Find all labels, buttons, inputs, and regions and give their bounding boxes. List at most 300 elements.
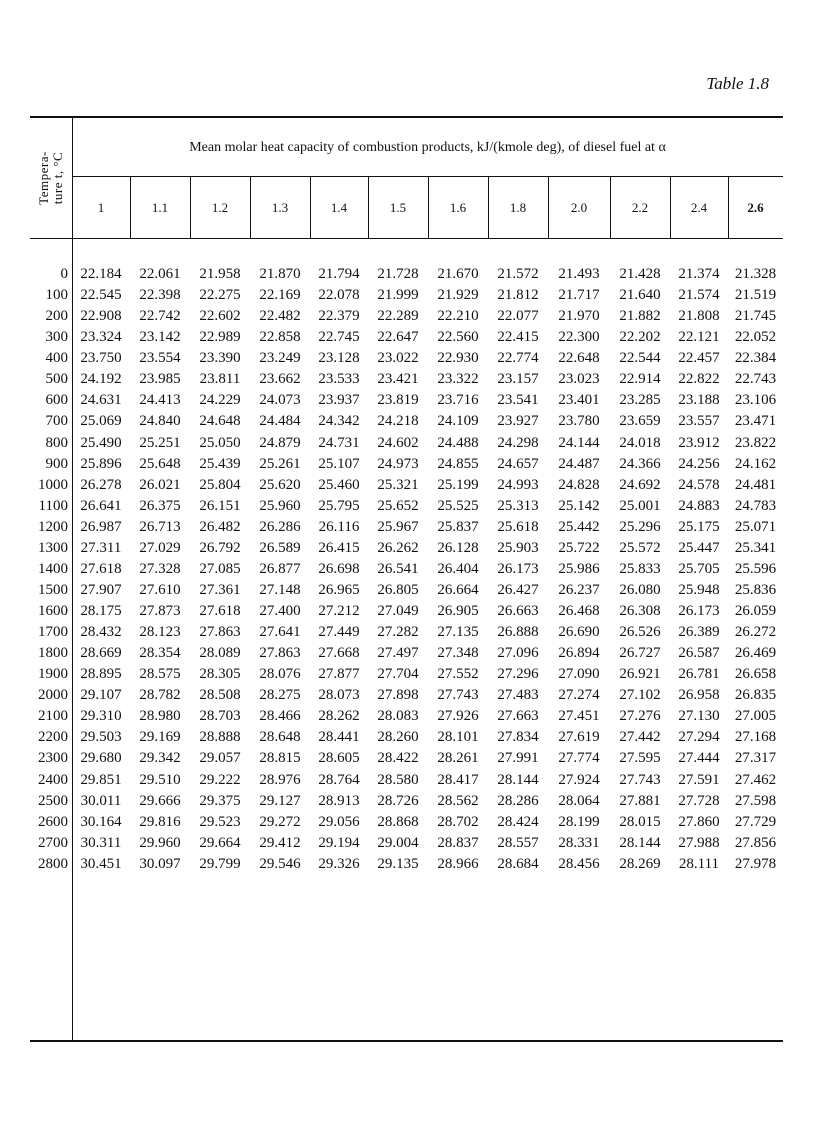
value-cell: 26.835 [734,687,777,704]
value-cell: 24.828 [558,476,600,493]
header-column-divider [310,177,311,238]
value-cell: 28.432 [80,624,122,641]
value-cell: 29.960 [139,834,181,851]
value-cell: 28.101 [437,729,479,746]
value-cell: 21.929 [437,287,479,304]
value-cell: 28.764 [318,771,360,788]
value-cell: 23.188 [678,392,720,409]
value-cell: 23.322 [437,371,479,388]
value-cell: 25.652 [377,497,419,514]
value-cell: 24.731 [318,434,360,451]
value-cell: 29.004 [377,834,419,851]
value-cell: 28.782 [139,687,181,704]
value-cell: 25.107 [318,455,360,472]
value-cell: 26.389 [678,624,720,641]
value-cell: 27.497 [377,645,419,662]
value-cell: 21.574 [678,287,720,304]
value-cell: 23.912 [678,434,720,451]
value-cell: 27.348 [437,645,479,662]
value-cell: 22.121 [678,329,720,346]
value-cell: 27.317 [734,750,777,767]
value-cell: 24.692 [619,476,661,493]
value-cell: 26.415 [318,539,360,556]
value-cell: 29.851 [80,771,122,788]
value-cell: 28.354 [139,645,181,662]
value-cell: 25.490 [80,434,122,451]
value-cell: 22.379 [318,308,360,325]
value-cell: 25.804 [199,476,241,493]
temperature-cell: 2000 [38,687,68,704]
value-cell: 26.713 [139,518,181,535]
temperature-cell: 400 [45,350,68,367]
value-cell: 28.703 [199,708,241,725]
value-cell: 27.483 [497,687,539,704]
value-cell: 27.856 [734,834,777,851]
value-cell: 28.575 [139,666,181,683]
value-cell: 27.591 [678,771,720,788]
value-cell: 22.289 [377,308,419,325]
value-cell: 27.005 [734,708,777,725]
value-cell: 25.199 [437,476,479,493]
value-cell: 24.993 [497,476,539,493]
value-cell: 21.640 [619,287,661,304]
value-cell: 27.294 [678,729,720,746]
value-cell: 27.148 [259,581,301,598]
value-cell: 28.111 [678,855,720,872]
alpha-header-cell: 2.6 [747,199,764,215]
value-cell: 25.948 [678,581,720,598]
value-cell: 27.774 [558,750,600,767]
value-cell: 26.587 [678,645,720,662]
value-cell: 24.578 [678,476,720,493]
value-cell: 28.868 [377,813,419,830]
value-column [190,264,250,875]
value-cell: 23.023 [558,371,600,388]
value-cell: 23.780 [558,413,600,430]
value-cell: 24.018 [619,434,661,451]
temperature-cell: 0 [60,266,68,282]
table-number: Table 1.8 [706,74,769,93]
header-column-divider [728,177,729,238]
value-cell: 22.822 [678,371,720,388]
value-cell: 29.326 [318,855,360,872]
value-cell: 26.541 [377,560,419,577]
alpha-header-cell: 1.8 [509,199,527,215]
value-cell: 28.605 [318,750,360,767]
value-cell: 28.422 [377,750,419,767]
value-cell: 27.449 [318,624,360,641]
value-cell: 21.882 [619,308,661,325]
temperature-cell: 300 [45,329,68,346]
value-cell: 26.658 [734,666,777,683]
value-cell: 29.666 [139,792,181,809]
value-cell: 22.210 [437,308,479,325]
value-cell: 25.341 [734,539,777,556]
value-cell: 25.722 [558,539,600,556]
value-cell: 21.519 [734,287,777,304]
value-cell: 27.618 [80,560,122,577]
header-rule [30,238,783,239]
value-cell: 21.428 [619,266,661,282]
value-cell: 26.059 [734,603,777,619]
value-cell: 24.631 [80,392,122,409]
value-cell: 23.541 [497,392,539,409]
value-cell: 29.664 [199,834,241,851]
header-column-divider [488,177,489,238]
value-cell: 27.610 [139,581,181,598]
value-cell: 26.128 [437,539,479,556]
value-cell: 27.400 [259,603,301,619]
value-cell: 27.102 [619,687,661,704]
value-cell: 22.774 [497,350,539,367]
value-cell: 25.251 [139,434,181,451]
value-cell: 28.976 [259,771,301,788]
value-cell: 28.441 [318,729,360,746]
value-cell: 24.144 [558,434,600,451]
value-cell: 28.648 [259,729,301,746]
value-cell: 26.958 [678,687,720,704]
value-cell: 21.328 [734,266,777,282]
value-cell: 27.135 [437,624,479,641]
temperature-cell: 1100 [38,497,68,514]
value-cell: 28.199 [558,813,600,830]
value-cell: 28.260 [377,729,419,746]
value-cell: 25.836 [734,581,777,598]
temperature-cell: 2400 [38,771,68,788]
value-cell: 22.648 [558,350,600,367]
value-cell: 22.077 [497,308,539,325]
value-cell: 27.743 [437,687,479,704]
temperature-cell: 900 [45,455,68,472]
value-cell: 27.873 [139,603,181,619]
value-cell: 29.375 [199,792,241,809]
value-cell: 23.659 [619,413,661,430]
alpha-header-cell: 2.4 [690,199,708,215]
value-cell: 27.361 [199,581,241,598]
value-cell: 22.560 [437,329,479,346]
value-cell: 23.022 [377,350,419,367]
value-cell: 27.663 [497,708,539,725]
value-cell: 23.662 [259,371,301,388]
value-cell: 25.833 [619,560,661,577]
value-cell: 23.128 [318,350,360,367]
value-cell: 25.896 [80,455,122,472]
value-cell: 25.261 [259,455,301,472]
value-cell: 24.840 [139,413,181,430]
value-cell: 27.898 [377,687,419,704]
value-cell: 28.089 [199,645,241,662]
value-cell: 27.924 [558,771,600,788]
value-cell: 26.286 [259,518,301,535]
value-cell: 28.175 [80,603,122,619]
value-cell: 22.457 [678,350,720,367]
value-cell: 28.144 [497,771,539,788]
value-cell: 23.401 [558,392,600,409]
value-cell: 28.064 [558,792,600,809]
temperature-cell: 2300 [38,750,68,767]
value-cell: 25.001 [619,497,661,514]
value-cell: 25.460 [318,476,360,493]
value-column [428,264,488,875]
value-cell: 28.262 [318,708,360,725]
value-cell: 24.973 [377,455,419,472]
alpha-header-cell: 1.5 [389,199,407,215]
value-cell: 22.061 [139,266,181,282]
value-cell: 28.580 [377,771,419,788]
value-cell: 25.903 [497,539,539,556]
value-cell: 27.296 [497,666,539,683]
value-cell: 28.424 [497,813,539,830]
value-cell: 28.073 [318,687,360,704]
value-cell: 24.487 [558,455,600,472]
temperature-cell: 600 [45,392,68,409]
value-cell: 22.989 [199,329,241,346]
value-cell: 28.726 [377,792,419,809]
temperature-cell: 1700 [38,624,68,641]
value-cell: 23.716 [437,392,479,409]
value-column [130,264,190,875]
value-cell: 26.781 [678,666,720,683]
value-cell: 24.648 [199,413,241,430]
value-cell: 23.985 [139,371,181,388]
value-cell: 27.860 [678,813,720,830]
value-cell: 26.664 [437,581,479,598]
temperature-cell: 2700 [38,834,68,851]
alpha-header-cell: 1.4 [330,199,348,215]
temperature-cell: 200 [45,308,68,325]
value-cell: 27.704 [377,666,419,683]
value-cell: 22.184 [80,266,122,282]
value-cell: 24.073 [259,392,301,409]
value-cell: 26.375 [139,497,181,514]
value-cell: 28.888 [199,729,241,746]
value-column [610,264,670,875]
value-cell: 28.261 [437,750,479,767]
value-cell: 28.144 [619,834,661,851]
value-cell: 27.863 [199,624,241,641]
header-column-divider [190,177,191,238]
value-cell: 21.745 [734,308,777,325]
value-cell: 26.272 [734,624,777,641]
value-cell: 29.680 [80,750,122,767]
value-cell: 26.663 [497,603,539,619]
value-cell: 29.057 [199,750,241,767]
value-cell: 27.926 [437,708,479,725]
value-cell: 27.668 [318,645,360,662]
value-cell: 24.484 [259,413,301,430]
value-cell: 22.602 [199,308,241,325]
value-cell: 22.743 [734,371,777,388]
value-cell: 28.417 [437,771,479,788]
value-cell: 22.384 [734,350,777,367]
value-cell: 29.816 [139,813,181,830]
alpha-header-cell: 1 [97,199,105,215]
alpha-header-cell: 1.1 [151,199,169,215]
value-cell: 25.069 [80,413,122,430]
value-cell: 25.525 [437,497,479,514]
value-cell: 27.743 [619,771,661,788]
value-cell: 27.729 [734,813,777,830]
value-cell: 28.966 [437,855,479,872]
temperature-cell: 2500 [38,792,68,809]
value-cell: 27.881 [619,792,661,809]
value-cell: 26.589 [259,539,301,556]
value-cell: 29.523 [199,813,241,830]
temperature-cell: 700 [45,413,68,430]
value-cell: 22.930 [437,350,479,367]
value-cell: 28.913 [318,792,360,809]
value-cell: 27.085 [199,560,241,577]
value-cell: 23.471 [734,413,777,430]
value-cell: 23.106 [734,392,777,409]
value-cell: 29.135 [377,855,419,872]
value-cell: 27.212 [318,603,360,619]
header-column-divider [670,177,671,238]
value-cell: 25.705 [678,560,720,577]
value-cell: 25.596 [734,560,777,577]
value-cell: 26.021 [139,476,181,493]
value-cell: 28.083 [377,708,419,725]
value-cell: 29.342 [139,750,181,767]
value-cell: 25.986 [558,560,600,577]
value-cell: 26.404 [437,560,479,577]
value-cell: 21.999 [377,287,419,304]
value-cell: 25.296 [619,518,661,535]
value-cell: 24.657 [497,455,539,472]
temperature-cell: 500 [45,371,68,388]
value-cell: 22.742 [139,308,181,325]
value-cell: 22.858 [259,329,301,346]
value-cell: 27.462 [734,771,777,788]
value-cell: 24.413 [139,392,181,409]
value-cell: 25.050 [199,434,241,451]
alpha-header-cell: 2.2 [631,199,649,215]
table-bottom-rule [30,1040,783,1042]
value-cell: 27.442 [619,729,661,746]
value-cell: 23.927 [497,413,539,430]
value-cell: 22.647 [377,329,419,346]
alpha-header-cell: 1.6 [449,199,467,215]
value-cell: 25.837 [437,518,479,535]
header-column-divider [610,177,611,238]
value-cell: 29.546 [259,855,301,872]
value-cell: 21.958 [199,266,241,282]
value-cell: 28.684 [497,855,539,872]
value-column [72,264,130,875]
value-cell: 30.451 [80,855,122,872]
value-cell: 24.488 [437,434,479,451]
value-cell: 24.883 [678,497,720,514]
temperature-cell: 1500 [38,581,68,598]
value-cell: 22.908 [80,308,122,325]
header-column-divider [368,177,369,238]
value-cell: 28.286 [497,792,539,809]
value-cell: 27.282 [377,624,419,641]
value-cell: 27.444 [678,750,720,767]
value-cell: 27.618 [199,603,241,619]
value-column [728,264,783,875]
value-cell: 25.175 [678,518,720,535]
value-cell: 26.080 [619,581,661,598]
value-cell: 22.275 [199,287,241,304]
value-cell: 28.305 [199,666,241,683]
value-cell: 23.249 [259,350,301,367]
value-cell: 23.285 [619,392,661,409]
temperature-header-text: Tempera- ture t, °C [36,150,65,205]
value-cell: 23.750 [80,350,122,367]
value-cell: 27.090 [558,666,600,683]
value-cell: 26.468 [558,603,600,619]
value-cell: 21.717 [558,287,600,304]
value-cell: 25.142 [558,497,600,514]
value-cell: 24.192 [80,371,122,388]
value-cell: 21.812 [497,287,539,304]
value-cell: 29.272 [259,813,301,830]
value-cell: 28.702 [437,813,479,830]
value-cell: 27.619 [558,729,600,746]
value-cell: 27.168 [734,729,777,746]
alpha-header-cell: 2.0 [570,199,588,215]
value-cell: 23.324 [80,329,122,346]
value-cell: 23.421 [377,371,419,388]
value-cell: 25.447 [678,539,720,556]
value-cell: 26.698 [318,560,360,577]
value-cell: 28.456 [558,855,600,872]
value-cell: 27.863 [259,645,301,662]
value-cell: 26.987 [80,518,122,535]
value-cell: 25.967 [377,518,419,535]
value-cell: 27.641 [259,624,301,641]
header-column-divider [548,177,549,238]
value-cell: 28.837 [437,834,479,851]
value-cell: 22.300 [558,329,600,346]
temperature-cell: 1000 [38,476,68,493]
value-cell: 27.877 [318,666,360,683]
value-cell: 28.466 [259,708,301,725]
value-cell: 22.482 [259,308,301,325]
value-cell: 26.965 [318,581,360,598]
value-cell: 21.493 [558,266,600,282]
value-cell: 25.618 [497,518,539,535]
temperature-cell: 1900 [38,666,68,683]
value-column [250,264,310,875]
table-caption: Mean molar heat capacity of combustion products, kJ/(kmole deg), of diesel fuel at α [189,140,666,155]
value-cell: 27.049 [377,603,419,619]
value-cell: 25.648 [139,455,181,472]
value-cell: 26.526 [619,624,661,641]
value-cell: 24.109 [437,413,479,430]
value-cell: 29.222 [199,771,241,788]
value-cell: 26.173 [678,603,720,619]
value-cell: 23.811 [199,371,241,388]
value-cell: 23.157 [497,371,539,388]
value-cell: 22.415 [497,329,539,346]
alpha-header-cell: 1.2 [211,199,229,215]
value-cell: 21.870 [259,266,301,282]
value-cell: 29.127 [259,792,301,809]
value-cell: 27.096 [497,645,539,662]
value-column [670,264,728,875]
value-cell: 22.169 [259,287,301,304]
value-cell: 28.269 [619,855,661,872]
header-column-divider [130,177,131,238]
value-cell: 26.237 [558,581,600,598]
value-cell: 26.877 [259,560,301,577]
value-cell: 28.669 [80,645,122,662]
value-cell: 21.670 [437,266,479,282]
value-cell: 30.164 [80,813,122,830]
value-cell: 22.544 [619,350,661,367]
